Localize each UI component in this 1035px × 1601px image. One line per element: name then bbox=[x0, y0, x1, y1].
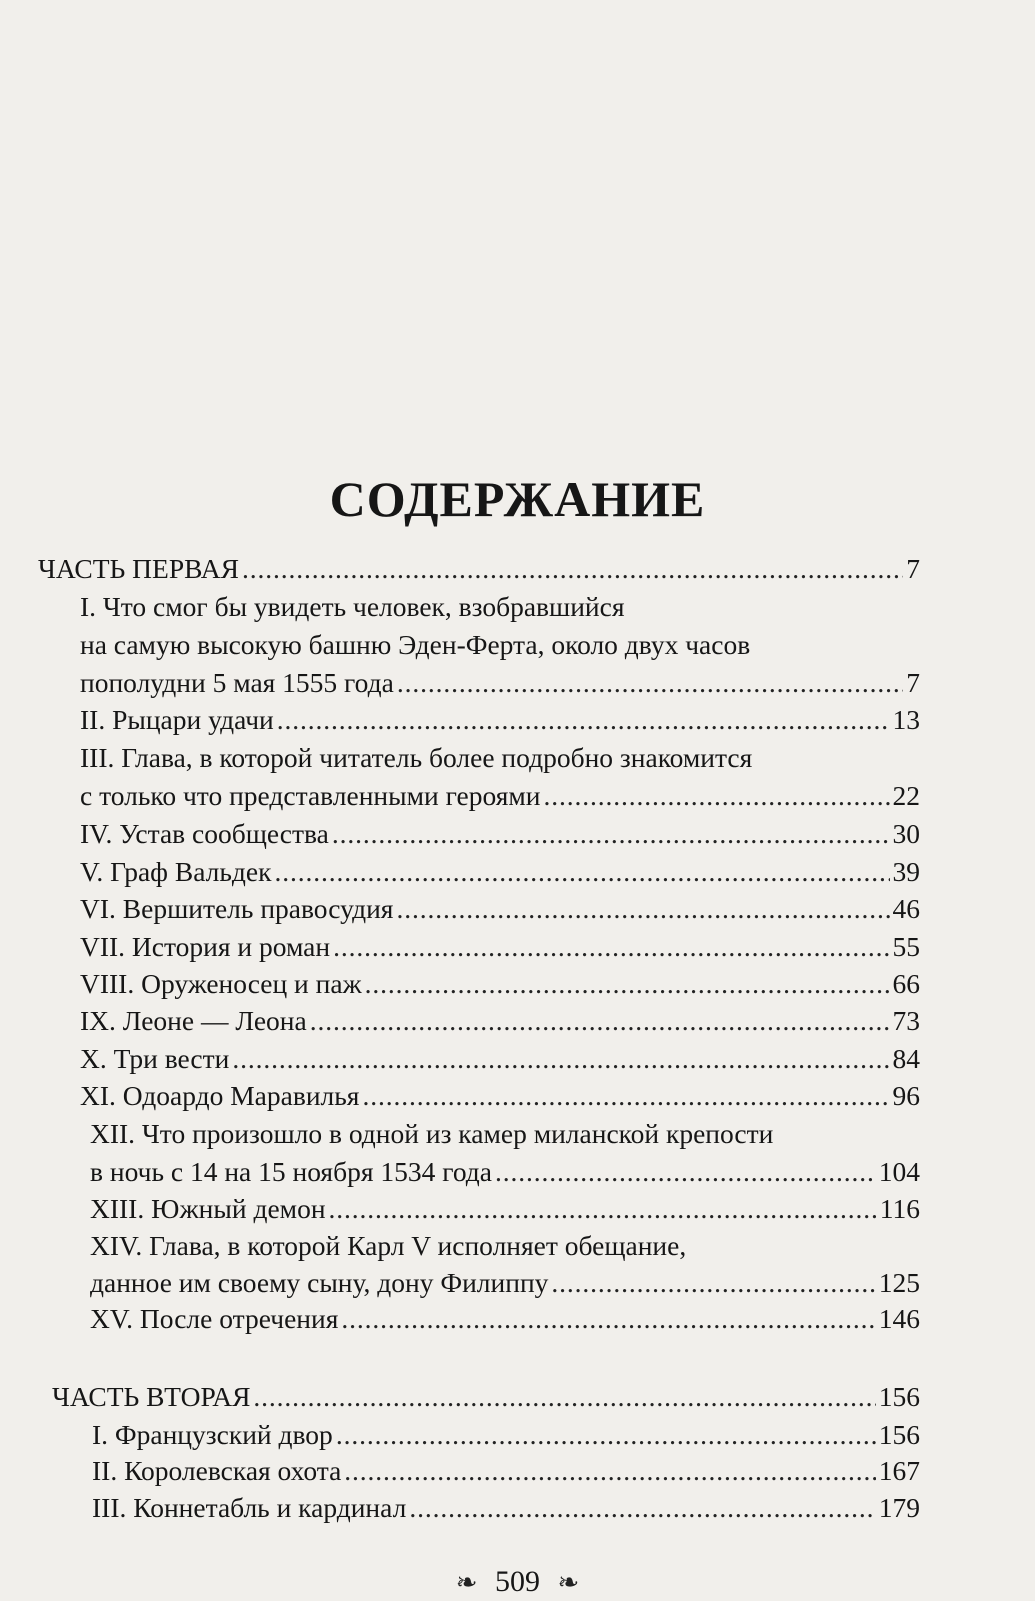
toc-entry-title: III. Коннетабль и кардинал bbox=[92, 1492, 407, 1523]
toc-page-number: 13 bbox=[892, 704, 920, 735]
toc-entry-chapter-1-1 bbox=[80, 664, 920, 701]
toc-leader-dots bbox=[396, 890, 889, 927]
toc-entry-line: I. Что смог бы увидеть человек, взобравшийся bbox=[80, 591, 625, 622]
toc-entry-chapter-2-2 bbox=[92, 1452, 920, 1489]
toc-leader-dots bbox=[275, 853, 890, 890]
toc-entry-title: VIII. Оруженосец и паж bbox=[80, 968, 362, 999]
toc-page-number: 146 bbox=[878, 1303, 920, 1334]
toc-page-number: 55 bbox=[892, 931, 920, 962]
bleed-through-texture bbox=[0, 0, 1035, 470]
toc-entry-title: пополудни 5 мая 1555 года bbox=[80, 667, 394, 698]
toc-page-number: 116 bbox=[879, 1193, 920, 1224]
toc-entry-chapter-1-11 bbox=[80, 1077, 920, 1114]
toc-entry-part-2 bbox=[52, 1378, 920, 1415]
toc-entry-title: данное им своему сыну, дону Филиппу bbox=[90, 1267, 549, 1298]
toc-entry-chapter-1-8 bbox=[80, 965, 920, 1002]
toc-leader-dots bbox=[232, 1040, 889, 1077]
toc-leader-dots bbox=[341, 1300, 875, 1337]
toc-leader-dots bbox=[397, 664, 903, 701]
toc-page-number: 156 bbox=[878, 1381, 920, 1412]
toc-page-number: 73 bbox=[892, 1005, 920, 1036]
page-footer bbox=[0, 1565, 1035, 1599]
toc-page-number: 46 bbox=[892, 893, 920, 924]
toc-page-number: 22 bbox=[892, 780, 920, 811]
page-title: СОДЕРЖАНИЕ bbox=[329, 471, 706, 527]
toc-entry-chapter-1-2 bbox=[80, 701, 920, 738]
toc-page-number: 179 bbox=[878, 1492, 920, 1523]
toc-leader-dots bbox=[495, 1153, 876, 1190]
toc-page-number: 84 bbox=[892, 1043, 920, 1074]
toc-entry-chapter-1-7 bbox=[80, 928, 920, 965]
toc-entry-title: в ночь с 14 на 15 ноября 1534 года bbox=[90, 1156, 492, 1187]
toc-leader-dots bbox=[344, 1452, 875, 1489]
toc-entry-chapter-1-6 bbox=[80, 890, 920, 927]
toc-entry-chapter-1-5 bbox=[80, 853, 920, 890]
toc-entry-title: I. Французский двор bbox=[92, 1419, 333, 1450]
toc-page-number: 125 bbox=[878, 1267, 920, 1298]
toc-entry-chapter-2-3 bbox=[92, 1489, 920, 1526]
toc-entry-chapter-1-10 bbox=[80, 1040, 920, 1077]
toc-entry-chapter-1-4 bbox=[80, 815, 920, 852]
toc-leader-dots bbox=[362, 1077, 889, 1114]
toc-entry-title: IV. Устав сообщества bbox=[80, 818, 329, 849]
toc-entry-chapter-1-9 bbox=[80, 1002, 920, 1039]
toc-page-number: 156 bbox=[878, 1419, 920, 1450]
toc-entry-title: XIII. Южный демон bbox=[90, 1193, 326, 1224]
toc-leader-dots bbox=[332, 815, 890, 852]
toc-leader-dots bbox=[336, 1416, 876, 1453]
ornament-left-icon: ❧ bbox=[455, 1568, 478, 1597]
toc-leader-dots bbox=[310, 1002, 890, 1039]
toc-entry-title: XI. Одоардо Маравилья bbox=[80, 1080, 360, 1111]
toc-page-number: 39 bbox=[892, 856, 920, 887]
toc-entry-chapter-1-13 bbox=[90, 1190, 920, 1227]
toc-entry-chapter-2-1 bbox=[92, 1416, 920, 1453]
page-number: 509 bbox=[495, 1565, 540, 1598]
toc-page-number: 7 bbox=[906, 553, 920, 584]
toc-leader-dots bbox=[277, 701, 890, 738]
toc-entry-title: ЧАСТЬ ВТОРАЯ bbox=[52, 1381, 251, 1412]
toc-entry-title: XV. После отречения bbox=[90, 1303, 339, 1334]
toc-leader-dots bbox=[551, 1264, 875, 1301]
toc-entry-line: на самую высокую башню Эден-Ферта, около двух часов bbox=[80, 629, 751, 660]
toc-entry-chapter-1-12 bbox=[90, 1153, 920, 1190]
ornament-right-icon: ❧ bbox=[557, 1568, 580, 1597]
toc-page-number: 66 bbox=[892, 968, 920, 999]
toc-entry-title: с только что представленными героями bbox=[80, 780, 541, 811]
toc-leader-dots bbox=[253, 1378, 875, 1415]
toc-entry-part-1 bbox=[38, 550, 920, 587]
toc-leader-dots bbox=[329, 1190, 877, 1227]
toc-leader-dots bbox=[543, 777, 889, 814]
toc-entry-title: V. Граф Вальдек bbox=[80, 856, 272, 887]
toc-leader-dots bbox=[333, 928, 889, 965]
toc-entry-chapter-1-14 bbox=[90, 1264, 920, 1301]
toc-leader-dots bbox=[365, 965, 890, 1002]
toc-entry-title: IX. Леоне — Леона bbox=[80, 1005, 307, 1036]
toc-entry-title: II. Рыцари удачи bbox=[80, 704, 274, 735]
toc-page-number: 167 bbox=[878, 1455, 920, 1486]
toc-entry-title: VII. История и роман bbox=[80, 931, 331, 962]
toc-entry-title: II. Королевская охота bbox=[92, 1455, 342, 1486]
toc-entry-line: XII. Что произошло в одной из камер миланской крепости bbox=[90, 1118, 774, 1149]
toc-entry-title: X. Три вести bbox=[80, 1043, 230, 1074]
toc-leader-dots bbox=[409, 1489, 875, 1526]
toc-entry-chapter-1-15 bbox=[90, 1300, 920, 1337]
toc-entry-title: ЧАСТЬ ПЕРВАЯ bbox=[38, 553, 239, 584]
toc-page-number: 7 bbox=[906, 667, 920, 698]
toc-page-number: 30 bbox=[892, 818, 920, 849]
toc-leader-dots bbox=[242, 550, 903, 587]
toc-entry-line: III. Глава, в которой читатель более подробно знакомится bbox=[80, 742, 753, 773]
toc-page-number: 96 bbox=[892, 1080, 920, 1111]
toc-entry-line: XIV. Глава, в которой Карл V исполняет обещание, bbox=[90, 1230, 687, 1261]
toc-entry-chapter-1-3 bbox=[80, 777, 920, 814]
toc-page-number: 104 bbox=[878, 1156, 920, 1187]
toc-entry-title: VI. Вершитель правосудия bbox=[80, 893, 394, 924]
